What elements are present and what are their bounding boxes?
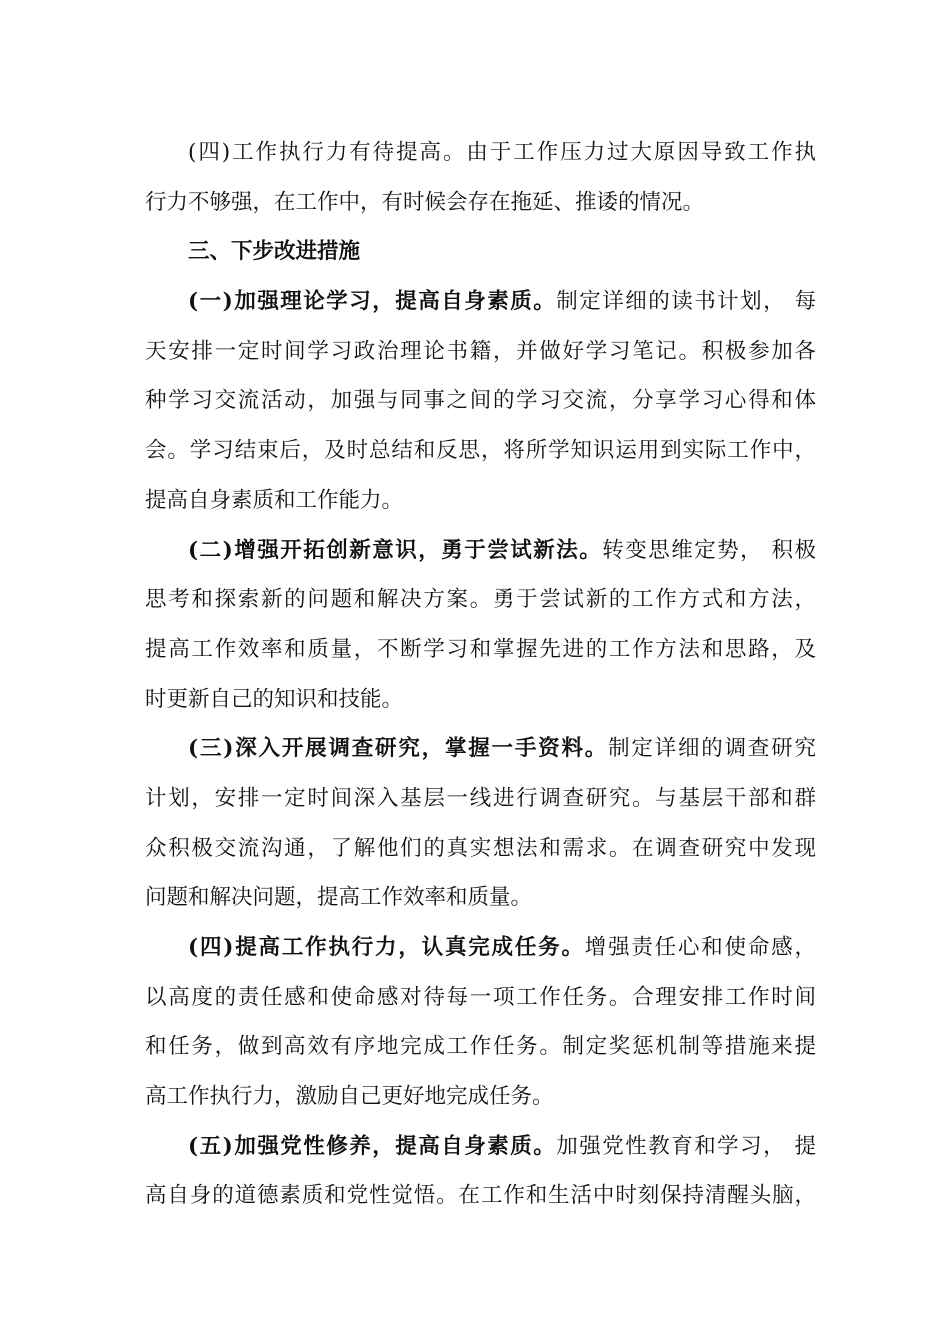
text-line [145, 774, 816, 824]
line-text: 制定详细的调查研究 [608, 736, 816, 762]
line-text: 众积极交流沟通，了解他们的真实想法和需求。在调查研究中发现 [145, 835, 816, 861]
text-line [145, 1171, 816, 1221]
text-line [145, 426, 816, 476]
text-line [145, 227, 816, 277]
text-line [145, 376, 816, 426]
line-text: 会。学习结束后，及时总结和反思，将所学知识运用到实际工作中， [145, 438, 816, 464]
line-text: 问题和解决问题，提高工作效率和质量。 [145, 885, 533, 911]
line-text: 以高度的责任感和使命感对待每一项工作任务。合理安排工作时间 [145, 984, 816, 1010]
document-body [145, 128, 816, 1221]
line-text: 高自身的道德素质和党性觉悟。在工作和生活中时刻保持清醒头脑， [145, 1183, 816, 1209]
bold-lead: (二)增强开拓创新意识，勇于尝试新法。 [188, 537, 603, 563]
line-text: 高工作执行力，激励自己更好地完成任务。 [145, 1084, 554, 1110]
bold-lead: (五)加强党性修养，提高自身素质。 [188, 1133, 557, 1159]
line-text: 思考和探索新的问题和解决方案。勇于尝试新的工作方式和方法， [145, 587, 816, 613]
section-heading-3 [145, 227, 816, 277]
text-line [145, 675, 816, 725]
text-line [145, 1022, 816, 1072]
line-text: 提高自身素质和工作能力。 [145, 487, 404, 513]
line-text: (四)工作执行力有待提高。由于工作压力过大原因导致工作执 [188, 140, 816, 165]
bold-lead: 三、下步改进措施 [188, 239, 361, 265]
line-text: 种学习交流活动，加强与同事之间的学习交流，分享学习心得和体 [145, 388, 816, 414]
line-text: 和任务，做到高效有序地完成工作任务。制定奖惩机制等措施来提 [145, 1034, 816, 1060]
bold-lead: (一)加强理论学习，提高自身素质。 [188, 289, 557, 315]
text-line [145, 824, 816, 874]
text-line [145, 526, 816, 576]
text-line [145, 178, 816, 228]
line-text: 行力不够强，在工作中，有时候会存在拖延、推诿的情况。 [145, 189, 705, 215]
text-line [145, 476, 816, 526]
line-text: 时更新自己的知识和技能。 [145, 686, 404, 712]
measure-4 [145, 923, 816, 1122]
text-line [145, 277, 816, 327]
text-line [145, 327, 816, 377]
measure-3 [145, 724, 816, 923]
bold-lead: (三)深入开展调查研究，掌握一手资料。 [188, 736, 609, 762]
text-line [145, 923, 816, 973]
line-text: 计划，安排一定时间深入基层一线进行调查研究。与基层干部和群 [145, 785, 816, 811]
measure-5 [145, 1122, 816, 1221]
text-line [145, 625, 816, 675]
line-text: 加强党性教育和学习， 提 [556, 1133, 816, 1159]
text-line [145, 973, 816, 1023]
bold-lead: (四)提高工作执行力，认真完成任务。 [188, 935, 585, 960]
line-text: 增强责任心和使命感， [584, 935, 816, 960]
line-text: 提高工作效率和质量，不断学习和掌握先进的工作方法和思路，及 [145, 636, 816, 662]
text-line [145, 873, 816, 923]
paragraph-4-execution-issue [145, 128, 816, 227]
line-text: 制定详细的读书计划， 每 [556, 289, 816, 315]
text-line [145, 128, 816, 178]
measure-1 [145, 277, 816, 525]
text-line [145, 575, 816, 625]
text-line [145, 724, 816, 774]
text-line [145, 1122, 816, 1172]
line-text: 转变思维定势， 积极 [602, 537, 816, 563]
measure-2 [145, 526, 816, 725]
text-line [145, 1072, 816, 1122]
line-text: 天安排一定时间学习政治理论书籍，并做好学习笔记。积极参加各 [145, 338, 816, 364]
